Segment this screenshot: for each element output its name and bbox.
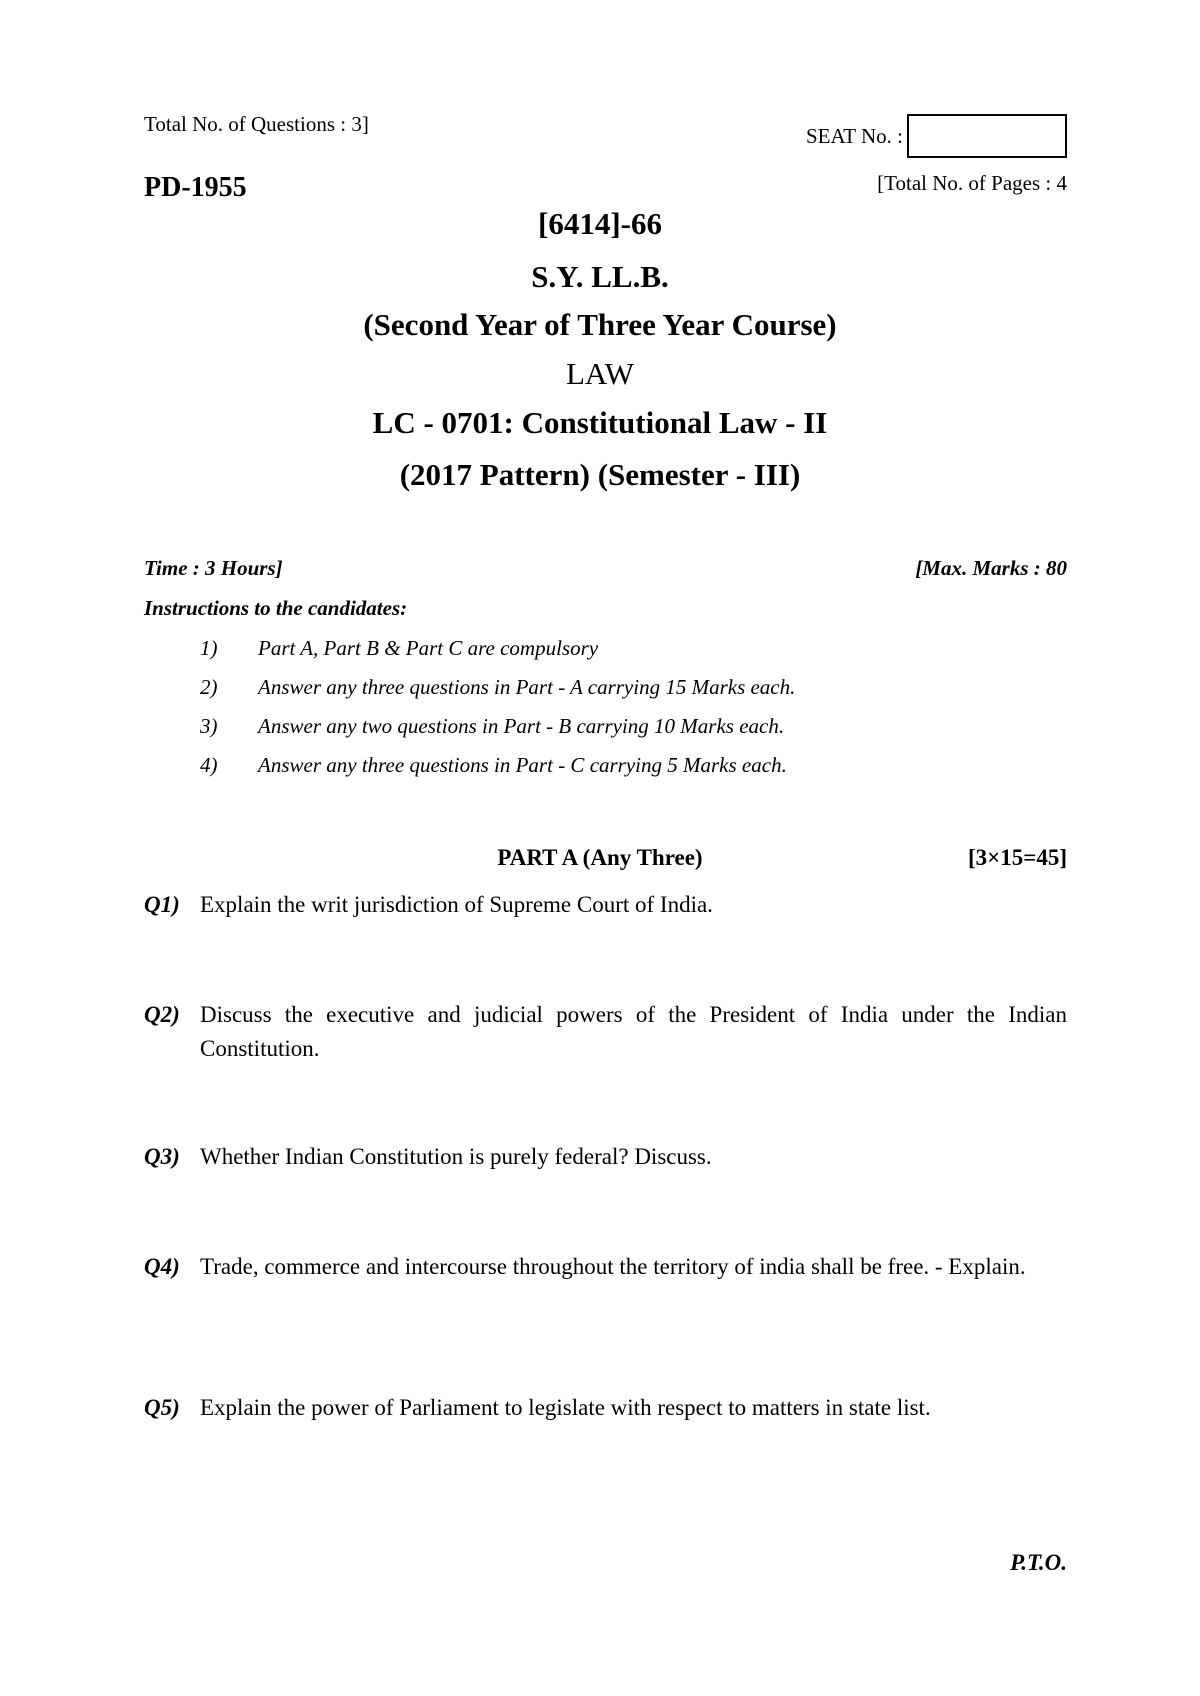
paper-code: PD-1955 <box>144 172 247 203</box>
instruction-item <box>200 675 795 714</box>
instruction-number: 1) <box>200 636 218 660</box>
question-text: Explain the power of Parliament to legislate with respect to matters in state list. <box>200 1395 931 1420</box>
instruction-text: Answer any three questions in Part - C carrying 5 Marks each. <box>258 753 787 777</box>
part-a-title: PART A (Any Three) <box>497 845 703 870</box>
course-description: (Second Year of Three Year Course) <box>363 307 837 342</box>
instruction-number: 4) <box>200 753 218 777</box>
subject-title: LC - 0701: Constitutional Law - II <box>372 405 828 440</box>
instruction-number: 2) <box>200 675 218 699</box>
part-a-marks: [3×15=45] <box>967 845 1067 870</box>
course-name: S.Y. LL.B. <box>531 259 669 294</box>
instructions-title: Instructions to the candidates: <box>144 596 408 620</box>
exam-pattern: (2017 Pattern) (Semester - III) <box>399 457 801 492</box>
seat-number <box>806 114 1067 158</box>
question-text: Discuss the executive and judicial powers of the President of India under the Indian Constitution. <box>200 1002 1067 1061</box>
faculty: LAW <box>565 356 635 391</box>
seat-number-box <box>907 114 1067 158</box>
question <box>144 1140 1067 1174</box>
total-pages: [Total No. of Pages : 4 <box>877 171 1067 195</box>
time-allowed: Time : 3 Hours] <box>144 556 283 580</box>
question-text: Trade, commerce and intercourse throughout the territory of india shall be free. - Explain. <box>200 1254 1026 1279</box>
instruction-item <box>200 753 795 792</box>
question-text: Whether Indian Constitution is purely federal? Discuss. <box>200 1144 712 1169</box>
instruction-number: 3) <box>200 714 218 738</box>
question-text: Explain the writ jurisdiction of Supreme Court of India. <box>200 892 713 917</box>
question <box>144 1250 1067 1284</box>
instruction-item <box>200 714 795 753</box>
question <box>144 1391 1067 1425</box>
question-number: Q2) <box>144 1002 180 1027</box>
question-number: Q4) <box>144 1254 180 1279</box>
question <box>144 888 1067 922</box>
question-number: Q1) <box>144 892 180 917</box>
instruction-item <box>200 636 795 675</box>
question-number: Q3) <box>144 1144 180 1169</box>
exam-code: [6414]-66 <box>538 206 662 241</box>
seat-label: SEAT No. : <box>805 123 903 148</box>
question <box>144 998 1067 1066</box>
max-marks: [Max. Marks : 80 <box>915 556 1067 580</box>
question-number: Q5) <box>144 1395 180 1420</box>
instruction-text: Part A, Part B & Part C are compulsory <box>258 636 599 660</box>
instructions-list <box>200 636 795 792</box>
total-questions: Total No. of Questions : 3] <box>144 112 369 136</box>
instruction-text: Answer any three questions in Part - A carrying 15 Marks each. <box>258 675 796 699</box>
please-turn-over: P.T.O. <box>1010 1550 1067 1575</box>
instruction-text: Answer any two questions in Part - B carrying 10 Marks each. <box>258 714 785 738</box>
